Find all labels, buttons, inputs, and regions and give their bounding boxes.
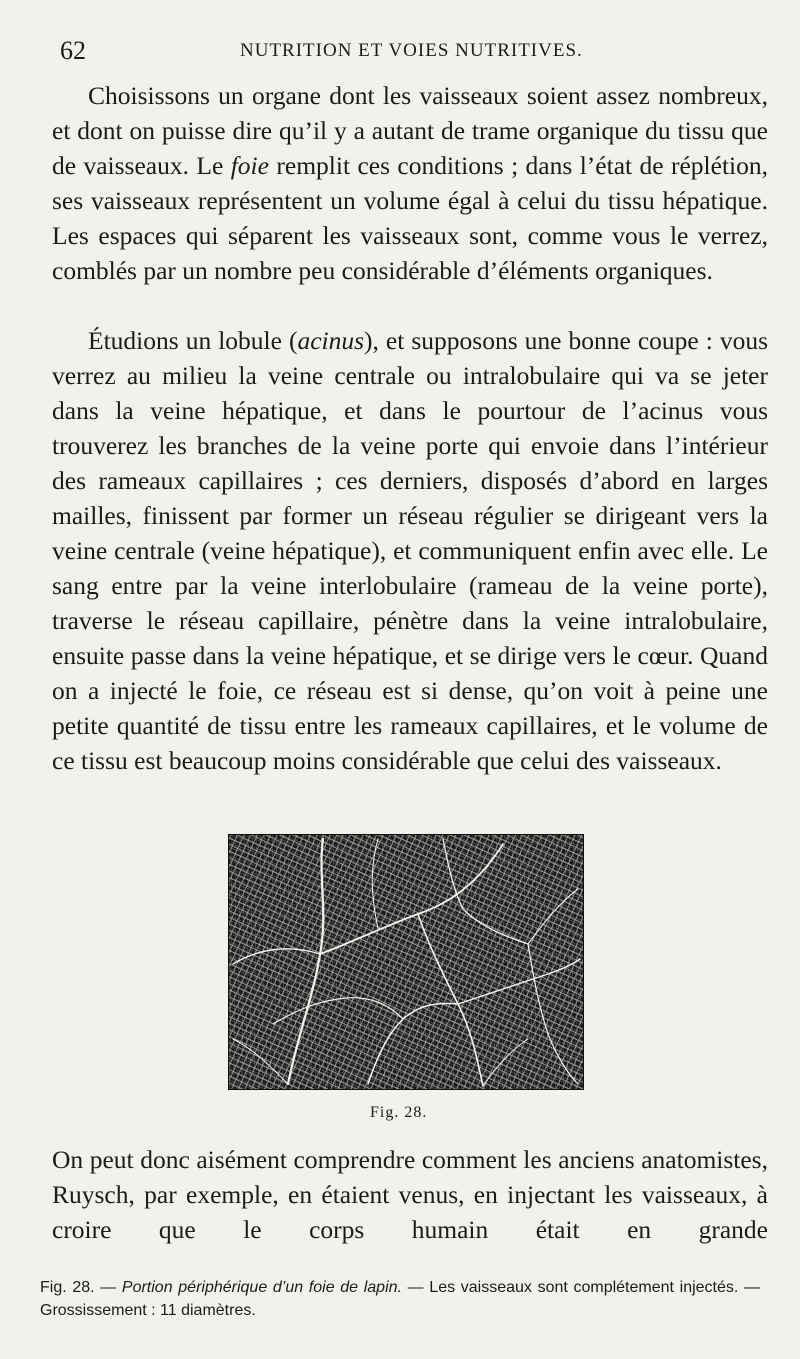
paragraph-2-text-b: ), et supposons une bonne coupe : vous verrez au milieu la veine centrale ou intralobulaire qui va se jeter dans la veine hépatique, et dans le pourtour de l’acinus vous trouverez les branches de la veine porte qui envoie dans l’intérieur des rameaux capillaires ; ces derniers, disposés d’abord en larges mailles, finissent par former un réseau régulier se dirigeant vers la veine centrale (veine hépatique), et communiquent enfin avec elle. Le sang entre par la veine interlobulaire (rameau de la veine porte), traverse le réseau capillaire, pénètre dans la veine intralobulaire, ensuite passe dans la veine hépatique, et se dirige vers le cœur. Quand on a injecté le foie, ce réseau est si dense, qu’on voit à peine une petite quantité de tissu entre les rameaux capillaires, et le volume de ce tissu est beaucoup moins considérable que celui des vaisseaux. xyxy=(52,326,768,775)
footnote-title: Portion périphérique d’un foie de lapin. xyxy=(121,1279,402,1296)
liver-capillary-network-image xyxy=(228,834,584,1090)
paragraph-1-text-b: remplit ces conditions ; dans l’état de réplétion, ses vaisseaux représentent un volume égal à celui du tissu hépatique. Les espaces qui séparent les vaisseaux sont, comme vous le verrez, comblés par un nombre peu considérable d’éléments organiques. xyxy=(52,151,768,285)
footnote xyxy=(40,1276,760,1322)
paragraph-2-text-a: Étudions un lobule ( xyxy=(88,326,298,355)
paragraph-1-text-a: Choisissons un organe dont les vaisseaux soient assez nombreux, et dont on puisse dire qu’il y a autant de trame organique du tissu que de vaisseaux. Le xyxy=(52,81,768,180)
paragraph-2-emphasis: acinus xyxy=(297,326,365,355)
footnote-divider xyxy=(52,1266,766,1267)
paragraph-3: On peut donc aisément comprendre comment les anciens anatomistes, Ruysch, par exemple, en étaient venus, en injectant les vaisseaux, à croire que le corps humain était en grande xyxy=(52,1145,768,1244)
footnote-prefix: Fig. 28. — xyxy=(40,1279,122,1296)
page-number: 62 xyxy=(60,36,86,65)
paragraph-1-emphasis: foie xyxy=(230,151,269,180)
paragraph-2 xyxy=(52,323,768,778)
footnote-rest: — Les vaisseaux sont complétement injectés. — Grossissement : 11 diamètres. xyxy=(40,1279,760,1319)
figure-28-engraving xyxy=(228,834,584,1090)
page-header xyxy=(60,36,760,68)
running-head: NUTRITION ET VOIES NUTRITIVES. xyxy=(240,40,583,61)
figure-caption-label: Fig. 28. xyxy=(370,1104,428,1121)
paragraph-1 xyxy=(52,78,768,288)
